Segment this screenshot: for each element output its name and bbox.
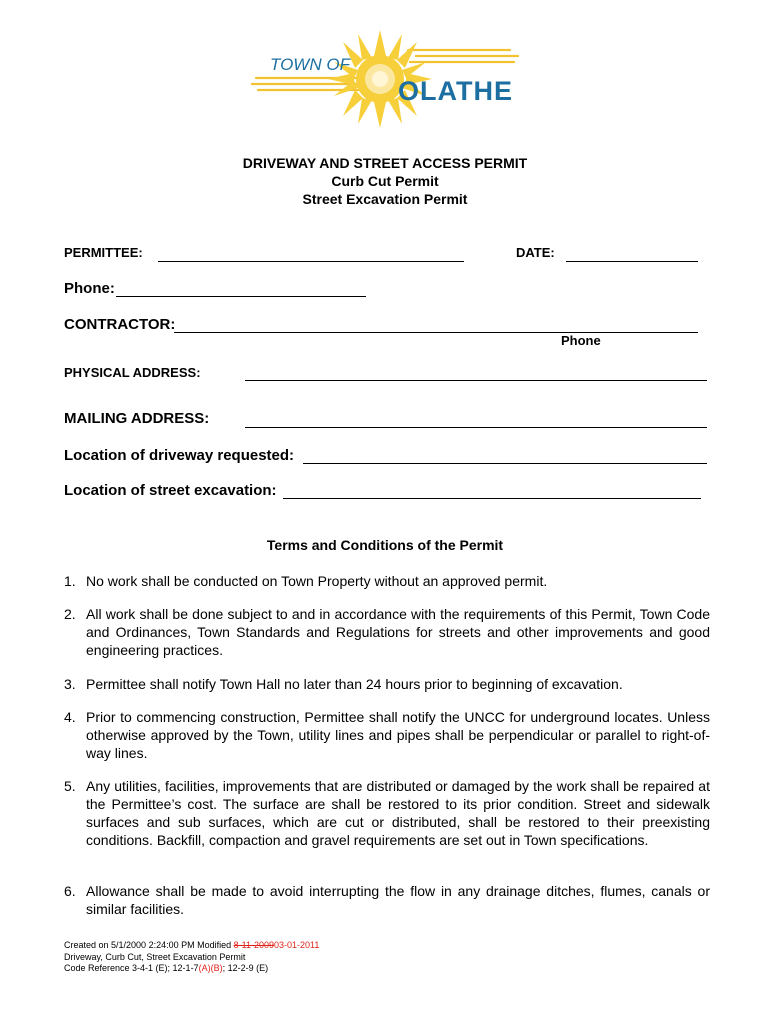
- list-item: [64, 882, 710, 918]
- item-number: 1.: [64, 573, 76, 589]
- logo-text-olathe: OLATHE: [398, 76, 513, 106]
- date-field[interactable]: [566, 261, 698, 262]
- item-text: All work shall be done subject to and in accordance with the requirements of this Permit, Town Code and Ordinances, Town Standards and Regulations for streets and other improvements and good engineering practices.: [86, 606, 710, 658]
- contractor-phone-label: Phone: [561, 333, 601, 348]
- sun-logo-icon: [248, 26, 538, 132]
- footer-new-date: 03-01-2011: [274, 940, 320, 950]
- permit-subtitle-excavation: Street Excavation Permit: [302, 191, 468, 207]
- permit-subtitle-curb-cut: Curb Cut Permit: [331, 173, 439, 189]
- date-label: DATE:: [516, 245, 555, 260]
- physical-address-label: PHYSICAL ADDRESS:: [64, 365, 201, 380]
- list-item: [64, 605, 710, 659]
- footer-ref-a: (A): [198, 963, 211, 973]
- permit-title: DRIVEWAY AND STREET ACCESS PERMIT: [242, 155, 528, 171]
- mailing-address-label: MAILING ADDRESS:: [64, 410, 210, 427]
- list-item: [64, 675, 710, 693]
- footer-ref-b: (B): [210, 963, 223, 973]
- list-item: [64, 572, 710, 590]
- list-item: [64, 777, 710, 849]
- item-number: 2.: [64, 606, 76, 622]
- terms-heading: Terms and Conditions of the Permit: [266, 537, 504, 553]
- contractor-field[interactable]: [174, 332, 698, 333]
- footer-ref-prefix: Code Reference 3-4-1 (E); 12-1-7: [64, 963, 199, 973]
- item-text: Any utilities, facilities, improvements that are distributed or damaged by the work shall be repaired at the Permittee’s cost. The surface are shall be restored to its prior condition. Street and sidewalk surfaces and sub surfaces, which are cut or distributed, shall be restored to their preexisting conditions. Backfill, compaction and gravel requirements are set out in Town specifications.: [86, 778, 710, 848]
- permittee-label: PERMITTEE:: [64, 245, 143, 260]
- excavation-location-label: Location of street excavation:: [64, 482, 277, 499]
- footer-created-line: [64, 940, 319, 952]
- footer-created-prefix: Created on 5/1/2000 2:24:00 PM Modified: [64, 940, 234, 950]
- footer-code-reference: [64, 963, 319, 975]
- item-text: Prior to commencing construction, Permittee shall notify the UNCC for underground locates. Unless otherwise approved by the Town, utility lines and pipes shall be perpendicular or parallel to right-of-way lines.: [86, 709, 710, 761]
- logo-text-town-of: TOWN OF: [270, 55, 350, 74]
- item-number: 3.: [64, 676, 76, 692]
- physical-address-field[interactable]: [245, 380, 707, 381]
- item-text: Allowance shall be made to avoid interrupting the flow in any drainage ditches, flumes, canals or similar facilities.: [86, 883, 710, 917]
- permittee-field[interactable]: [158, 261, 464, 262]
- item-number: 6.: [64, 883, 76, 899]
- phone-field[interactable]: [116, 296, 366, 297]
- item-number: 4.: [64, 709, 76, 725]
- item-number: 5.: [64, 778, 76, 794]
- list-item: [64, 708, 710, 762]
- excavation-location-field[interactable]: [283, 498, 701, 499]
- phone-label: Phone:: [64, 280, 115, 297]
- footer-ref-suffix: ; 12-2-9 (E): [222, 963, 269, 973]
- driveway-location-field[interactable]: [303, 463, 707, 464]
- document-footer: [64, 940, 319, 975]
- item-text: Permittee shall notify Town Hall no later than 24 hours prior to beginning of excavation.: [86, 676, 623, 692]
- item-text: No work shall be conducted on Town Property without an approved permit.: [86, 573, 548, 589]
- town-logo: [248, 26, 538, 132]
- driveway-location-label: Location of driveway requested:: [64, 447, 295, 464]
- footer-title-line: Driveway, Curb Cut, Street Excavation Permit: [64, 951, 246, 962]
- footer-old-date: 8-11-2009: [233, 940, 274, 950]
- mailing-address-field[interactable]: [245, 427, 707, 428]
- contractor-label: CONTRACTOR:: [64, 316, 176, 333]
